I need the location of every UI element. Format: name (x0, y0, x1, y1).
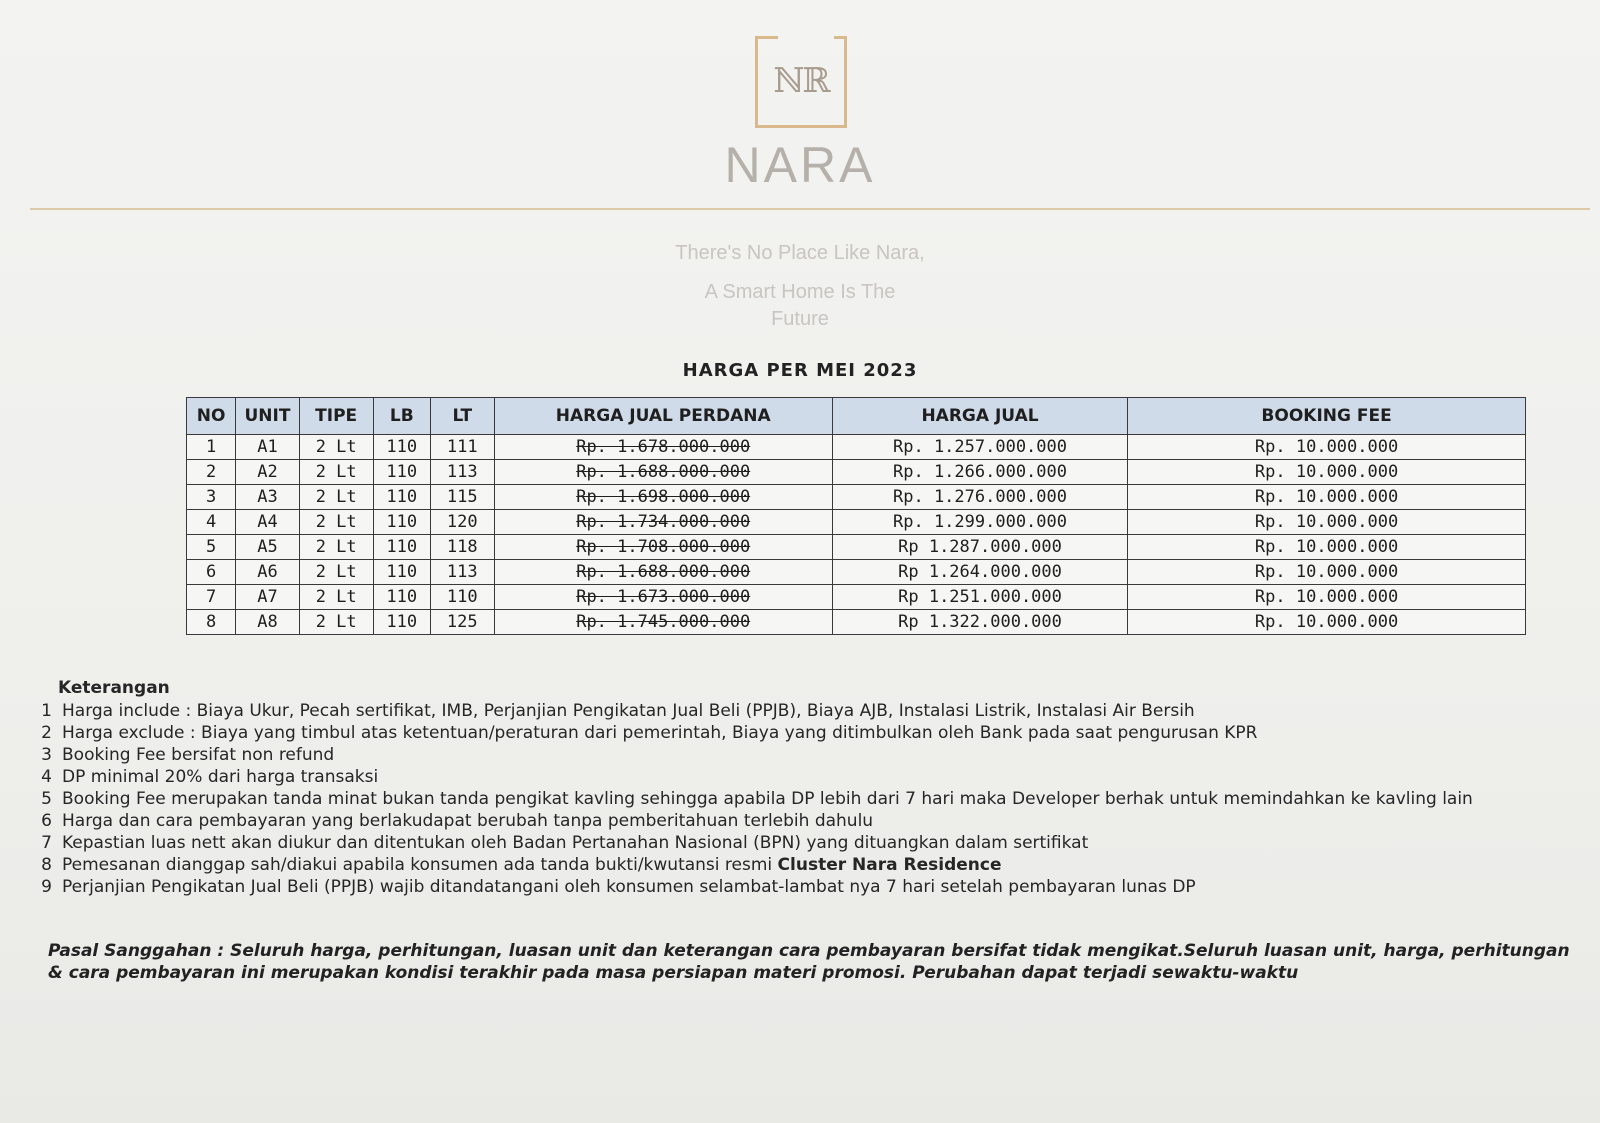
note-number: 6 (41, 811, 52, 831)
cell-tipe: 2 Lt (299, 460, 373, 485)
cell-no: 4 (187, 510, 236, 535)
col-header-tipe: TIPE (299, 398, 373, 435)
note-item (30, 854, 1570, 876)
cell-lb: 110 (373, 510, 430, 535)
cell-booking-fee: Rp. 10.000.000 (1128, 610, 1526, 635)
note-text-emphasis: Cluster Nara Residence (777, 855, 1002, 875)
cell-no: 8 (187, 610, 236, 635)
cell-harga-jual: Rp 1.322.000.000 (832, 610, 1127, 635)
note-item (30, 744, 1570, 766)
cell-booking-fee: Rp. 10.000.000 (1128, 435, 1526, 460)
cell-lt: 125 (430, 610, 494, 635)
note-number: 7 (41, 833, 52, 853)
col-header-lb: LB (373, 398, 430, 435)
note-text: Harga include : Biaya Ukur, Pecah sertifikat, IMB, Perjanjian Pengikatan Jual Beli (PPJB), Biaya AJB, Instalasi Listrik, Instalasi Air Bersih (62, 701, 1195, 721)
cell-harga-jual: Rp. 1.276.000.000 (832, 485, 1127, 510)
note-item (30, 810, 1570, 832)
cell-lb: 110 (373, 560, 430, 585)
cell-booking-fee: Rp. 10.000.000 (1128, 585, 1526, 610)
cell-booking-fee: Rp. 10.000.000 (1128, 485, 1526, 510)
note-number: 3 (41, 745, 52, 765)
cell-unit: A2 (236, 460, 300, 485)
note-text: Kepastian luas nett akan diukur dan ditentukan oleh Badan Pertanahan Nasional (BPN) yang dituangkan dalam sertifikat (62, 833, 1089, 853)
cell-booking-fee: Rp. 10.000.000 (1128, 560, 1526, 585)
note-number: 5 (41, 789, 52, 809)
table-row (187, 510, 1526, 535)
disclaimer-line-1: Pasal Sanggahan : Seluruh harga, perhitungan, luasan unit dan keterangan cara pembayaran bersifat tidak mengikat.Seluruh luasan unit, harga, perhitungan (48, 941, 1570, 961)
table-row (187, 485, 1526, 510)
cell-harga-perdana: Rp. 1.698.000.000 (494, 485, 832, 510)
cell-lt: 113 (430, 460, 494, 485)
notes-title: Keterangan (58, 678, 170, 698)
cell-booking-fee: Rp. 10.000.000 (1128, 535, 1526, 560)
cell-lb: 110 (373, 435, 430, 460)
cell-harga-jual: Rp 1.251.000.000 (832, 585, 1127, 610)
logo-frame-gap (778, 35, 834, 43)
cell-tipe: 2 Lt (299, 510, 373, 535)
cell-tipe: 2 Lt (299, 435, 373, 460)
cell-unit: A5 (236, 535, 300, 560)
col-header-harga-jual-perdana: HARGA JUAL PERDANA (494, 398, 832, 435)
table-header-row (187, 398, 1526, 435)
note-number: 1 (41, 701, 52, 721)
tagline-line-2: A Smart Home Is The (704, 281, 896, 303)
cell-no: 6 (187, 560, 236, 585)
cell-harga-perdana: Rp. 1.734.000.000 (494, 510, 832, 535)
cell-unit: A1 (236, 435, 300, 460)
cell-lt: 120 (430, 510, 494, 535)
note-item (30, 766, 1570, 788)
note-text: Booking Fee bersifat non refund (62, 745, 335, 765)
price-table (186, 397, 1526, 635)
notes-section (30, 678, 1570, 898)
note-text: Booking Fee merupakan tanda minat bukan tanda pengikat kavling sehingga apabila DP lebih dari 7 hari maka Developer berhak untuk memindahkan ke kavling lain (62, 789, 1473, 809)
cell-booking-fee: Rp. 10.000.000 (1128, 460, 1526, 485)
table-row (187, 460, 1526, 485)
cell-lb: 110 (373, 460, 430, 485)
cell-harga-perdana: Rp. 1.673.000.000 (494, 585, 832, 610)
disclaimer-line-2: & cara pembayaran ini merupakan kondisi terakhir pada masa persiapan materi promosi. Perubahan dapat terjadi sewaktu-waktu (48, 963, 1299, 983)
disclaimer (48, 940, 1578, 984)
cell-tipe: 2 Lt (299, 560, 373, 585)
cell-harga-perdana: Rp. 1.688.000.000 (494, 560, 832, 585)
cell-lb: 110 (373, 485, 430, 510)
col-header-harga-jual: HARGA JUAL (832, 398, 1127, 435)
cell-lt: 115 (430, 485, 494, 510)
cell-harga-perdana: Rp. 1.708.000.000 (494, 535, 832, 560)
note-item (30, 788, 1570, 810)
cell-unit: A8 (236, 610, 300, 635)
table-row (187, 535, 1526, 560)
brand-name: NARA (724, 137, 876, 193)
header-divider (30, 208, 1590, 210)
tagline-line-3: Future (771, 308, 829, 330)
note-item (30, 700, 1570, 722)
cell-tipe: 2 Lt (299, 485, 373, 510)
table-row (187, 610, 1526, 635)
note-item (30, 876, 1570, 898)
cell-harga-jual: Rp. 1.266.000.000 (832, 460, 1127, 485)
note-text (62, 854, 1570, 876)
cell-lt: 110 (430, 585, 494, 610)
cell-harga-jual: Rp 1.264.000.000 (832, 560, 1127, 585)
note-number: 4 (41, 767, 52, 787)
cell-harga-jual: Rp 1.287.000.000 (832, 535, 1127, 560)
table-row (187, 435, 1526, 460)
cell-tipe: 2 Lt (299, 535, 373, 560)
tagline-line-1: There's No Place Like Nara, (675, 242, 925, 264)
table-row (187, 560, 1526, 585)
note-text-plain: Pemesanan dianggap sah/diakui apabila konsumen ada tanda bukti/kwutansi resmi (62, 855, 773, 875)
note-item (30, 722, 1570, 744)
note-number: 8 (41, 855, 52, 875)
cell-unit: A3 (236, 485, 300, 510)
table-row (187, 585, 1526, 610)
cell-tipe: 2 Lt (299, 585, 373, 610)
cell-harga-perdana: Rp. 1.745.000.000 (494, 610, 832, 635)
cell-unit: A6 (236, 560, 300, 585)
note-number: 9 (41, 877, 52, 897)
cell-no: 3 (187, 485, 236, 510)
note-text: Harga exclude : Biaya yang timbul atas ketentuan/peraturan dari pemerintah, Biaya yang ditimbulkan oleh Bank pada saat pengurusan KPR (62, 723, 1258, 743)
cell-harga-perdana: Rp. 1.688.000.000 (494, 460, 832, 485)
cell-lb: 110 (373, 610, 430, 635)
note-text: Perjanjian Pengikatan Jual Beli (PPJB) wajib ditandatangani oleh konsumen selambat-lambat nya 7 hari setelah pembayaran lunas DP (62, 877, 1196, 897)
cell-no: 1 (187, 435, 236, 460)
cell-booking-fee: Rp. 10.000.000 (1128, 510, 1526, 535)
note-text: Harga dan cara pembayaran yang berlakudapat berubah tanpa pemberitahuan terlebih dahulu (62, 811, 874, 831)
note-item (30, 832, 1570, 854)
cell-unit: A7 (236, 585, 300, 610)
logo-box (755, 36, 847, 128)
col-header-lt: LT (430, 398, 494, 435)
cell-no: 7 (187, 585, 236, 610)
cell-lb: 110 (373, 535, 430, 560)
col-header-booking-fee: BOOKING FEE (1128, 398, 1526, 435)
cell-lt: 111 (430, 435, 494, 460)
price-list-heading: HARGA PER MEI 2023 (682, 360, 918, 381)
nara-monogram-icon: ℕℝ (773, 61, 829, 101)
cell-lt: 113 (430, 560, 494, 585)
cell-lt: 118 (430, 535, 494, 560)
note-number: 2 (41, 723, 52, 743)
cell-harga-perdana: Rp. 1.678.000.000 (494, 435, 832, 460)
cell-harga-jual: Rp. 1.257.000.000 (832, 435, 1127, 460)
cell-harga-jual: Rp. 1.299.000.000 (832, 510, 1127, 535)
cell-no: 5 (187, 535, 236, 560)
note-text: DP minimal 20% dari harga transaksi (62, 767, 379, 787)
cell-unit: A4 (236, 510, 300, 535)
cell-tipe: 2 Lt (299, 610, 373, 635)
cell-no: 2 (187, 460, 236, 485)
col-header-no: NO (187, 398, 236, 435)
cell-lb: 110 (373, 585, 430, 610)
col-header-unit: UNIT (236, 398, 300, 435)
